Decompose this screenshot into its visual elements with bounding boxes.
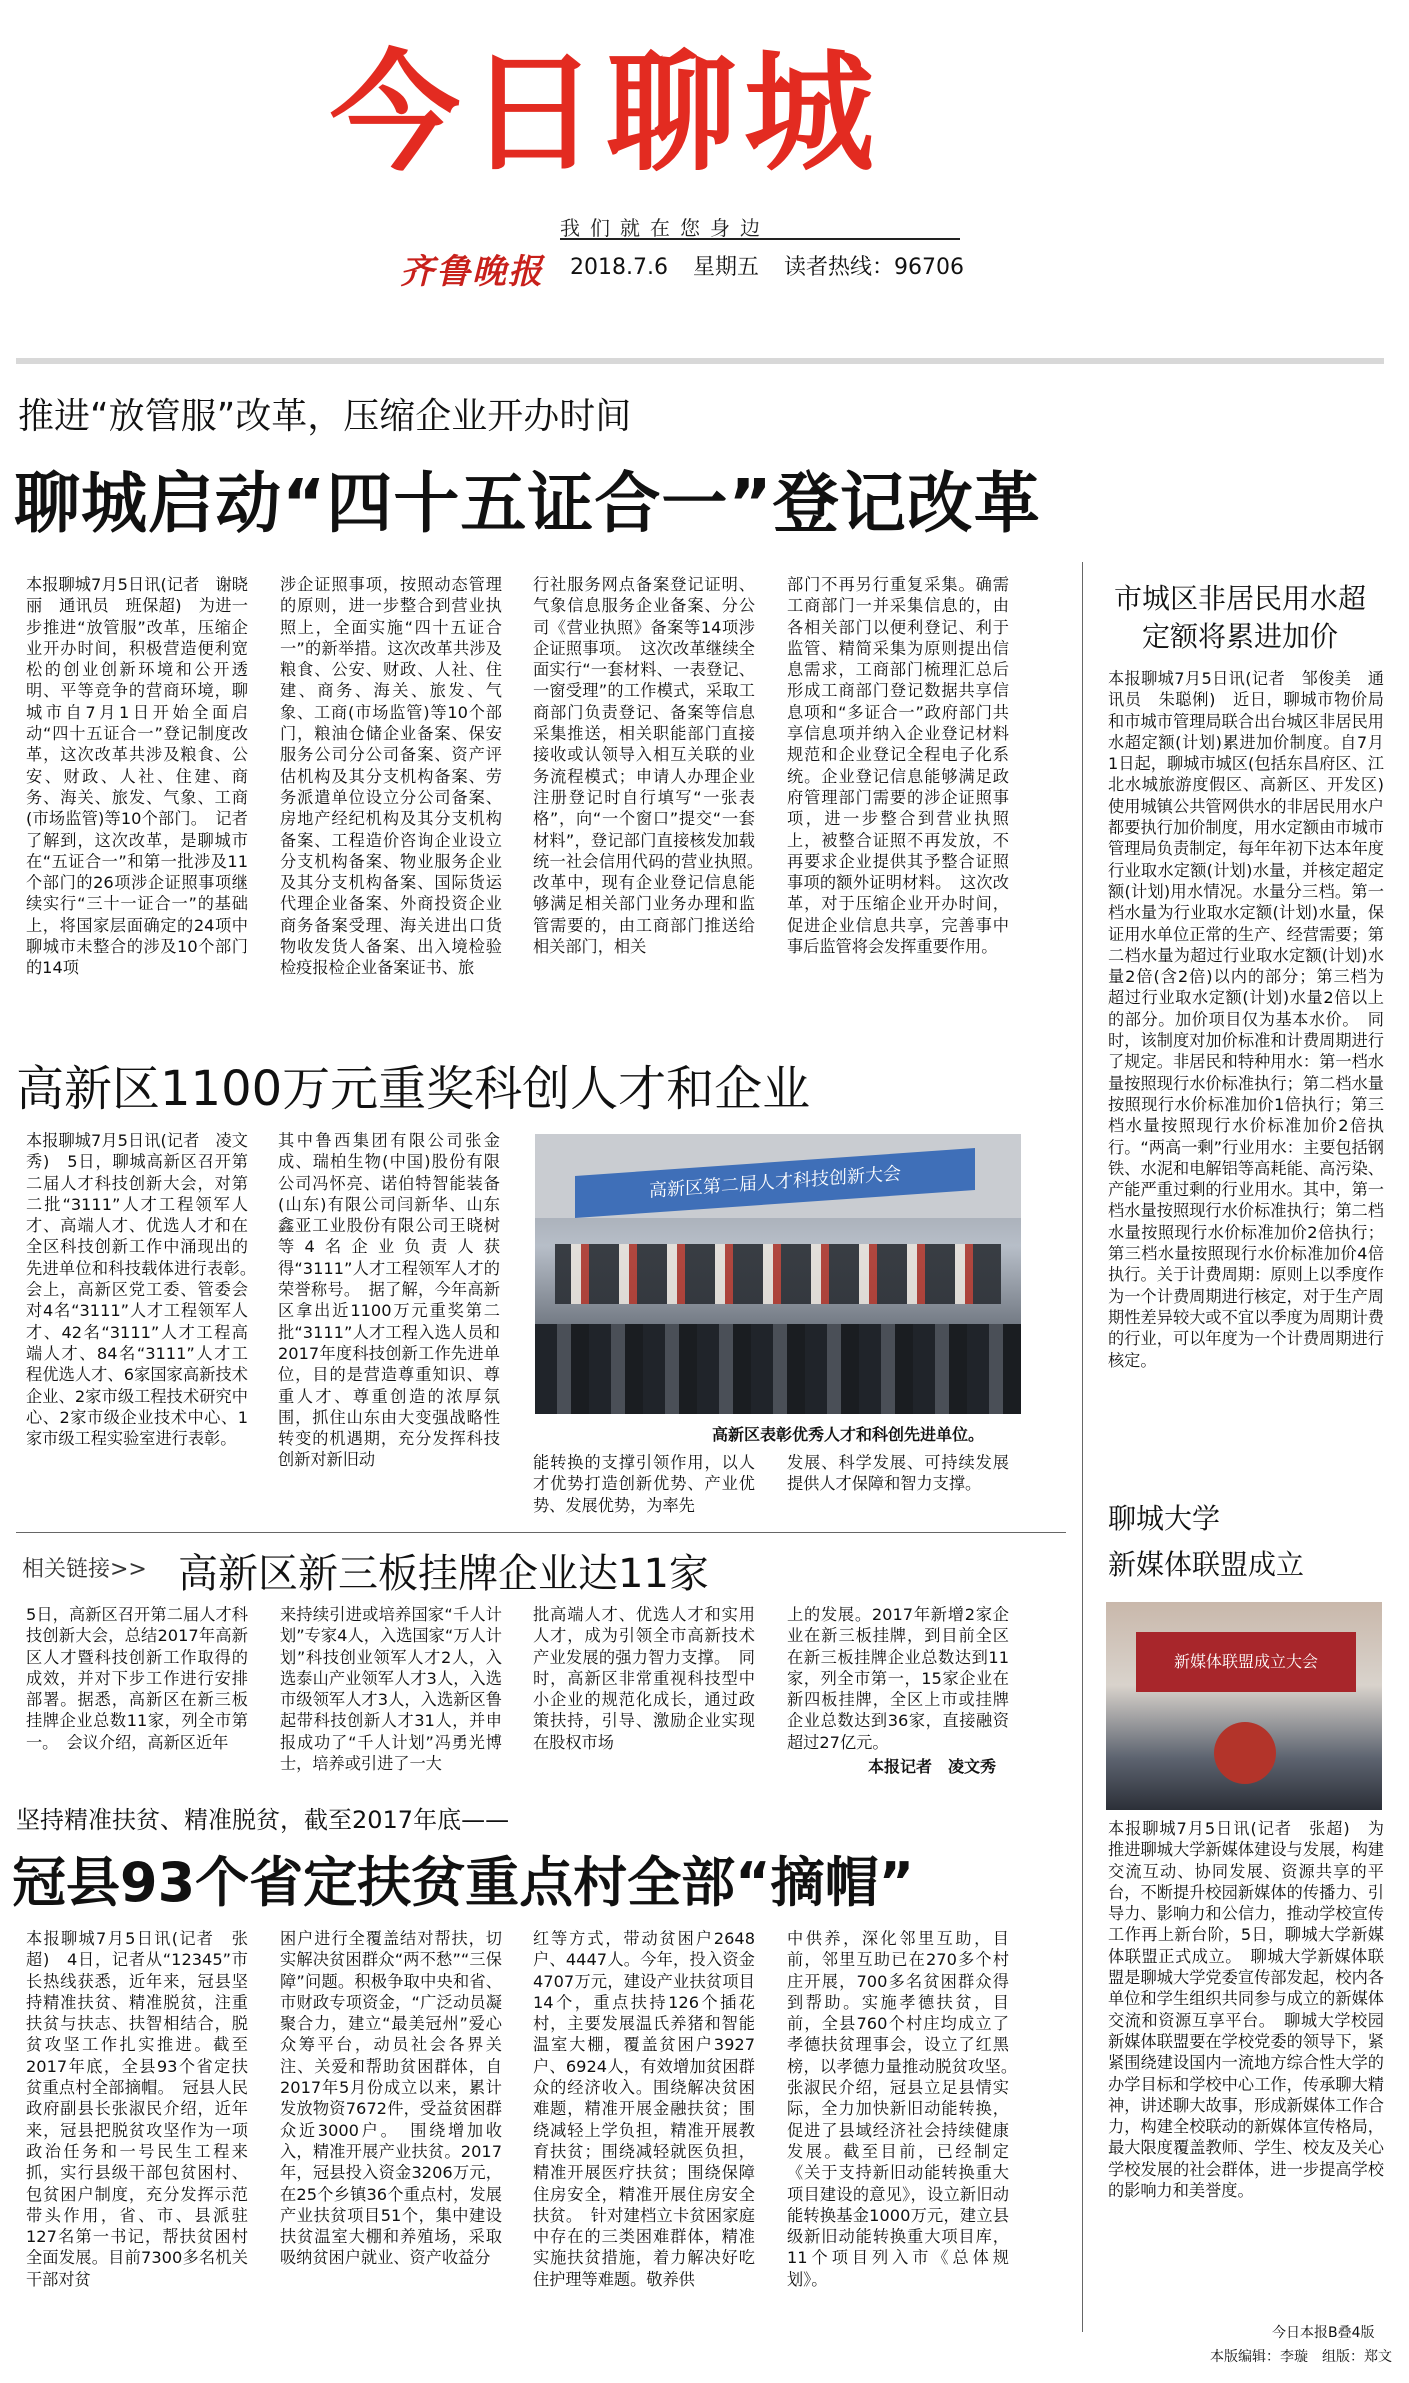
brand-logo: 齐鲁晚报 (400, 252, 544, 292)
story2-headline: 高新区1100万元重奖科创人才和企业 (16, 1061, 811, 1117)
story2-column-3: 能转换的支撑引领作用，以人才优势打造创新优势、产业优势、发展优势，为率先 (533, 1453, 755, 1515)
related-column-4: 上的发展。2017年新增2家企业在新三板挂牌，到目前全区在新三板挂牌企业总数达到11家，列全市第一，15家企业在新四板挂牌，全区上市或挂牌企业总数达到36家，直接融资超过27亿元。 (787, 1605, 1009, 1752)
story2-photo-caption: 高新区表彰优秀人才和科创先进单位。 (712, 1425, 985, 1444)
story1-column-3: 行社服务网点备案登记证明、气象信息服务企业备案、分公司《营业执照》备案等14项涉企证照事项。 这次改革继续全面实行“一套材料、一表登记、一窗受理”的工作模式，采取工商部门负责登记、备案等信息采集推送，相关职能部门直接接收或认领导入相互关联的业务流程模式；申请人办理企业注册登记时自行填写“一张表格”，向“一个窗口”提交“一套材料”，登记部门直接核发加载统一社会信用代码的营业执照。 改革中，现有企业登记信息能够满足相关部门业务办理和监管需要的，由工商部门推送给相关部门，相关 (533, 575, 772, 957)
related-rule (16, 1532, 1066, 1533)
story3-headline: 冠县93个省定扶贫重点村全部“摘帽” (12, 1851, 915, 1914)
story2-column-2: 其中鲁西集团有限公司张金成、瑞柏生物(中国)股份有限公司冯怀亮、诺伯特智能装备(山东)有限公司闫新华、山东鑫亚工业股份有限公司王晓树等4名企业负责人获得“3111”人才工程领军人才的荣誉称号。 据了解，今年高新区拿出近1100万元重奖第二批“3111”人才工程入选人员和2017年度科技创新工作先进单位，目的是营造尊重知识、尊重人才、尊重创造的浓厚氛围，抓住山东由大变强战略性转变的机遇期，充分发挥科技创新对新旧动 (278, 1131, 500, 1470)
issue-weekday: 星期五 (692, 255, 759, 280)
masthead-rule (16, 358, 1384, 364)
sidebar-water-body: 本报聊城7月5日讯(记者 邹俊美 通讯员 朱聪俐) 近日，聊城市物价局和市城市管理局联合出台城区非居民用水超定额(计划)累进加价制度。自7月1日起，聊城市城区(包括东昌府区、江北水城旅游度假区、高新区、开发区)使用城镇公共管网供水的非居民用水户都要执行加价制度，用水定额由市城市管理局负责制定，每年年初下达本年度行业取水定额(计划)水量，并核定超定额(计划)用水情况。水量分三档。第一档水量为行业取水定额(计划)水量，保证用水单位正常的生产、经营需要；第二档水量为超过行业取水定额(计划)水量2倍(含2倍)以内的部分；第三档为超过行业取水定额(计划)水量2倍以上的部分。加价项目仅为基本水价。 同时，该制度对加价标准和计费周期进行了规定。非居民和特种用水：第一档水量按照现行水价标准执行；第二档水量按照现行水价标准加价1倍执行；第三档水量按照现行水价标准加价2倍执行。“两高一剩”行业用水：主要包括钢铁、水泥和电解铝等高耗能、高污染、产能严重过剩的行业用水。其中，第一档水量按照现行水价标准执行；第二档水量按照现行水价标准加价2倍执行；第三档水量按照现行水价标准加价4倍执行。关于计费周期：原则上以季度作为一个计费周期进行核定，对于生产周期性差异较大或不宜以季度为周期计费的行业，可以年度为一个计费周期进行核定。 (1108, 669, 1384, 1370)
story1-column-4: 部门不再另行重复采集。确需工商部门一并采集信息的，由各相关部门以便利登记、利于监管、精简采集为原则提出信息需求，工商部门梳理汇总后形成工商部门登记数据共享信息项和“多证合一”政府部门共享信息项并纳入企业登记材料规范和企业登记全程电子化系统。企业登记信息能够满足政府管理部门需要的涉企证照事项，进一步整合到营业执照上，被整合证照不再发放，不再要求企业提供其予整合证照事项的额外证明材料。 这次改革，对于压缩企业开办时间，促进企业信息共享，完善事中事后监管将会发挥重要作用。 (787, 575, 1009, 957)
related-label: 相关链接>> (22, 1557, 147, 1582)
story3-column-4: 中供养，深化邻里互助，目前，邻里互助已在270多个村庄开展，700多名贫困群众得到帮助。实施孝德扶贫，目前，全县760个村庄均成立了孝德扶贫理事会，设立了红黑榜，以孝德力量推动脱贫攻坚。 张淑民介绍，冠县立足县情实际，全力加快新旧动能转换，促进了县域经济社会持续健康发展。截至目前，已经制定《关于支持新旧动能转换重大项目建设的意见》，设立新旧动能转换基金1000万元，建立县级新旧动能转换重大项目库，11个项目列入市《总体规划》。 (787, 1929, 1026, 2289)
story2-column-4: 发展、科学发展、可持续发展提供人才保障和智力支撑。 (787, 1453, 1009, 1494)
sidebar-univ-headline-1: 聊城大学 (1108, 1502, 1221, 1535)
reader-hotline: 读者热线：96706 (783, 255, 964, 280)
story2-photo (535, 1134, 1021, 1414)
story3-column-2: 困户进行全覆盖结对帮扶，切实解决贫困群众“两不愁”“三保障”问题。积极争取中央和省、市财政专项资金，“广泛动员凝聚合力，建立“最美冠州”爱心众筹平台，动员社会各界关注、关爱和帮助贫困群体，自2017年5月份成立以来，累计发放物资7672件，受益贫困群众近3000户。 围绕增加收入，精准开展产业扶贫。2017年，冠县投入资金3206万元，在25个乡镇36个重点村，发展产业扶贫项目51个，集中建设扶贫温室大棚和养殖场，采取吸纳贫困户就业、资产收益分 (280, 1929, 502, 2268)
story1-headline: 聊城启动“四十五证合一”登记改革 (14, 465, 1041, 542)
sidebar-univ-photo (1106, 1602, 1382, 1810)
footer-editors: 本版编辑：李璇 组版：郑文 (1210, 2349, 1392, 2365)
sidebar-univ-photo-banner: 新媒体联盟成立大会 (1136, 1632, 1356, 1692)
issue-date: 2018.7.6 (570, 255, 668, 280)
story3-kicker: 坚持精准扶贫、精准脱贫，截至2017年底—— (16, 1806, 510, 1834)
related-headline: 高新区新三板挂牌企业达11家 (178, 1551, 709, 1597)
sidebar-divider (1082, 562, 1083, 2332)
story2-photo-banner: 高新区第二届人才科技创新大会 (575, 1148, 975, 1218)
related-byline: 本报记者 凌文秀 (868, 1757, 997, 1776)
footer-page-note: 今日本报B叠4版 (1272, 2325, 1375, 2341)
story3-column-3: 红等方式，带动贫困户2648户、4447人。今年，投入资金4707万元，建设产业扶贫项目14个，重点扶持126个插花村，主要发展温氏养猪和智能温室大棚，覆盖贫困户3927户、6924人，有效增加贫困群众的经济收入。围绕解决贫困难题，精准开展金融扶贫；围绕减轻上学负担，精准开展教育扶贫；围绕减轻就医负担，精准开展医疗扶贫；围绕保障住房安全，精准开展住房安全扶贫。 针对建档立卡贫困家庭中存在的三类困难群体，精准实施扶贫措施，着力解决好吃住护理等难题。敬养供 (533, 1929, 755, 2289)
sidebar-univ-headline-2: 新媒体联盟成立 (1108, 1548, 1305, 1581)
story3-column-1: 本报聊城7月5日讯(记者 张超) 4日，记者从“12345”市长热线获悉，近年来，冠县坚持精准扶贫、精准脱贫，注重扶贫与扶志、扶智相结合，脱贫攻坚工作扎实推进。截至2017年底，全县93个省定扶贫重点村全部摘帽。 冠县人民政府副县长张淑民介绍，近年来，冠县把脱贫攻坚作为一项政治任务和一号民生工程来抓，实行县级干部包贫困村、包贫困户制度，充分发挥示范带头作用，省、市、县派驻127名第一书记，帮扶贫困村全面发展。目前7300多名机关干部对贫 (26, 1929, 248, 2289)
slogan-divider (560, 238, 960, 240)
dateline (570, 250, 982, 281)
sidebar-univ-body: 本报聊城7月5日讯(记者 张超) 为推进聊城大学新媒体建设与发展，构建交流互动、协同发展、资源共享的平台，不断提升校园新媒体的传播力、引导力、影响力和公信力，推动学校宣传工作再上新台阶，5日，聊城大学新媒体联盟正式成立。 聊城大学新媒体联盟是聊城大学党委宣传部发起，校内各单位和学生组织共同参与成立的新媒体交流和资源互享平台。 聊城大学校园新媒体联盟要在学校党委的领导下，紧紧围绕建设国内一流地方综合性大学的办学目标和学校中心工作，传承聊大精神，讲述聊大故事，形成新媒体工作合力，构建全校联动的新媒体宣传格局，最大限度覆盖教师、学生、校友及关心学校发展的社会群体，进一步提高学校的影响力和美誉度。 (1108, 1819, 1384, 2201)
masthead-title: 今日聊城 (330, 37, 883, 189)
related-column-1: 5日，高新区召开第二届人才科技创新大会，总结2017年高新区人才暨科技创新工作取得的成效，并对下步工作进行安排部署。据悉，高新区在新三板挂牌企业总数11家，列全市第一。 会议介绍，高新区近年 (26, 1605, 248, 1752)
related-column-3: 批高端人才、优选人才和实用人才，成为引领全市高新技术产业发展的强力智力支撑。 同时，高新区非常重视科技型中小企业的规范化成长，通过政策扶持，引导、激励企业实现在股权市场 (533, 1605, 755, 1752)
related-column-2: 来持续引进或培养国家“千人计划”专家4人，入选国家“万人计划”科技创业领军人才2人，入选泰山产业领军人才3人，入选市级领军人才3人，入选新区鲁起带科技创新人才31人，并申报成功了“千人计划”冯勇光博士，培养或引进了一大 (280, 1605, 502, 1774)
story2-column-1: 本报聊城7月5日讯(记者 凌文秀) 5日，聊城高新区召开第二届人才科技创新大会，对第二批“3111”人才工程领军人才、高端人才、优选人才和在全区科技创新工作中涌现出的先进单位和科技载体进行表彰。 会上，高新区党工委、管委会对4名“3111”人才工程领军人才、42名“3111”人才工程高端人才、84名“3111”人才工程优选人才、6家国家高新技术企业、2家市级工程技术研究中心、2家市级企业技术中心、1家市级工程实验室进行表彰。 (26, 1131, 265, 1449)
masthead-slogan: 我们就在您身边 (560, 216, 770, 240)
sidebar-water-headline: 市城区非居民用水超定额将累进加价 (1113, 582, 1366, 653)
story1-kicker: 推进“放管服”改革，压缩企业开办时间 (18, 396, 632, 437)
story1-column-2: 涉企证照事项，按照动态管理的原则，进一步整合到营业执照上，全面实施“四十五证合一”的新举措。这次改革共涉及粮食、公安、财政、人社、住建、商务、海关、旅发、气象、工商(市场监管)等10个部门，粮油仓储企业备案、保安服务公司分公司备案、资产评估机构及其分支机构备案、劳务派遣单位设立分公司备案、房地产经纪机构及其分支机构备案、工程造价咨询企业设立分支机构备案、物业服务企业及其分支机构备案、国际货运代理企业备案、外商投资企业商务备案受理、海关进出口货物收发货人备案、出入境检验检疫报检企业备案证书、旅 (280, 575, 502, 978)
story1-column-1: 本报聊城7月5日讯(记者 谢晓丽 通讯员 班保超) 为进一步推进“放管服”改革，压缩企业开办时间，积极营造便利宽松的创业创新环境和公开透明、平等竞争的营商环境，聊城市自7月1日开始全面启动“四十五证合一”登记制度改革，这次改革共涉及粮食、公安、财政、人社、住建、商务、海关、旅发、气象、工商(市场监管)等10个部门。 记者了解到，这次改革，是聊城市在“五证合一”和第一批涉及11个部门的26项涉企证照事项继续实行“三十一证合一”的基础上，将国家层面确定的24项中聊城市未整合的涉及10个部门的14项 (26, 575, 248, 978)
